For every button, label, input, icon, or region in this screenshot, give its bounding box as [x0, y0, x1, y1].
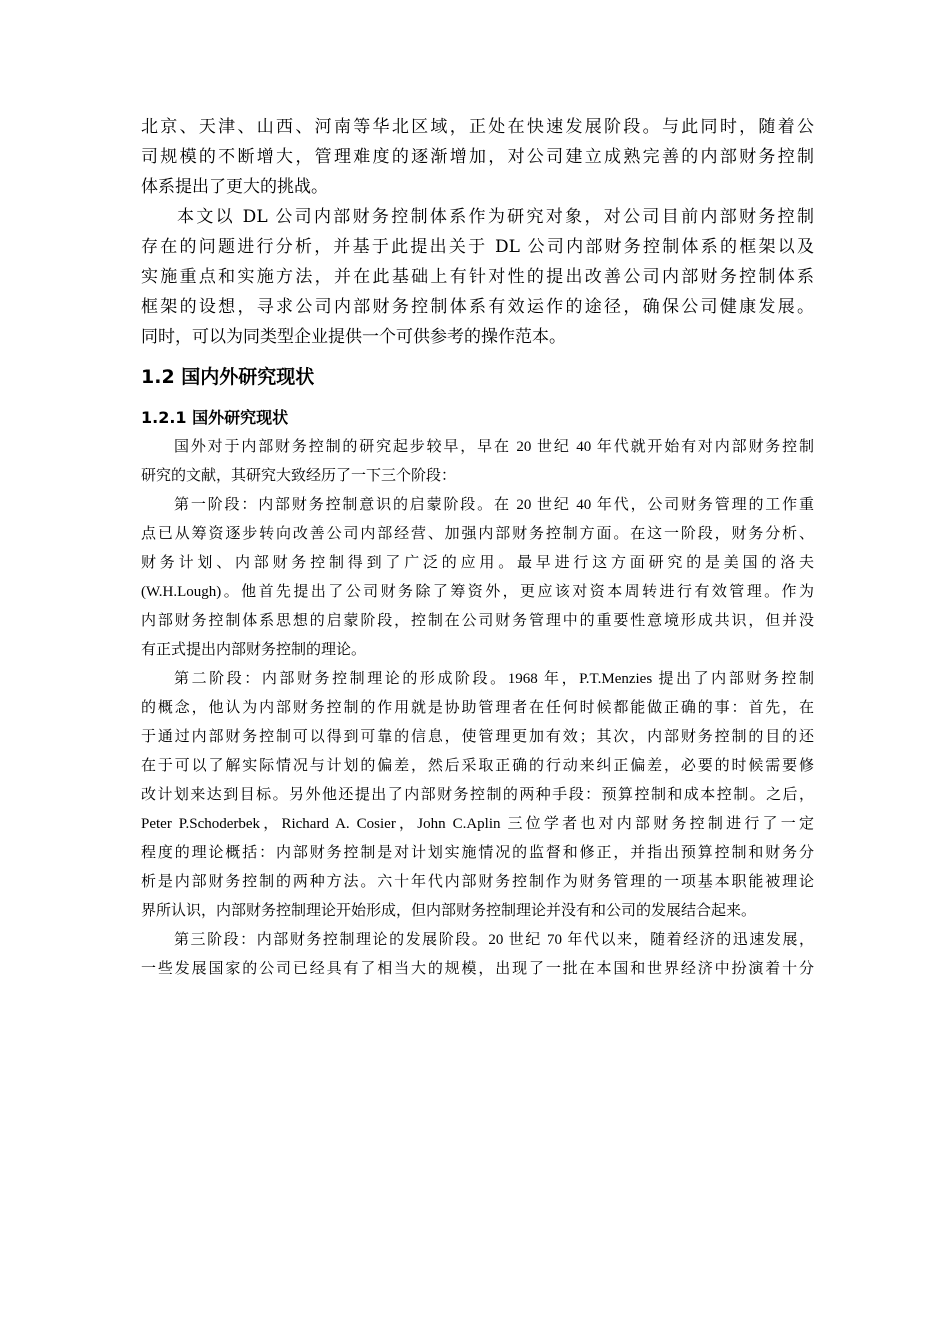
text-line: 一些发展国家的公司已经具有了相当大的规模，出现了一批在本国和世界经济中扮演着十分	[141, 961, 814, 977]
text-line: 内部财务控制体系思想的启蒙阶段，控制在公司财务管理中的重要性意境形成共识，但并没	[141, 613, 814, 629]
text-line: 存在的问题进行分析，并基于此提出关于 DL 公司内部财务控制体系的框架以及	[141, 237, 814, 257]
text-line: Peter P.Schoderbek，Richard A. Cosier，John C.Aplin 三位学者也对内部财务控制进行了一定	[141, 816, 814, 832]
text-line: 第三阶段：内部财务控制理论的发展阶段。20 世纪 70 年代以来，随着经济的迅速发展，	[174, 932, 814, 948]
text-line: 第二阶段：内部财务控制理论的形成阶段。1968 年，P.T.Menzies 提出了内部财务控制	[174, 671, 814, 687]
text-line: 财务计划、内部财务控制得到了广泛的应用。最早进行这方面研究的是美国的洛夫	[141, 555, 814, 571]
text-line: 本文以 DL 公司内部财务控制体系作为研究对象，对公司目前内部财务控制	[177, 207, 814, 227]
text-line: 有正式提出内部财务控制的理论。	[141, 642, 367, 658]
stage-3-paragraph	[141, 926, 814, 984]
text-line: 同时，可以为同类型企业提供一个可供参考的操作范本。	[141, 327, 566, 347]
text-line: 析是内部财务控制的两种方法。六十年代内部财务控制作为财务管理的一项基本职能被理论	[141, 874, 814, 890]
text-line: (W.H.Lough)。他首先提出了公司财务除了筹资外，更应该对资本周转进行有效管理。作为	[141, 584, 814, 600]
document-page	[141, 112, 814, 984]
text-line: 改计划来达到目标。另外他还提出了内部财务控制的两种手段：预算控制和成本控制。之后，	[141, 787, 814, 803]
text-line: 程度的理论概括：内部财务控制是对计划实施情况的监督和修正，并指出预算控制和财务分	[141, 845, 814, 861]
text-line: 北京、天津、山西、河南等华北区域，正处在快速发展阶段。与此同时，随着公	[141, 117, 814, 137]
text-line: 第一阶段：内部财务控制意识的启蒙阶段。在 20 世纪 40 年代，公司财务管理的工作重	[174, 497, 814, 513]
overview-paragraph	[141, 433, 814, 491]
text-line: 国外对于内部财务控制的研究起步较早，早在 20 世纪 40 年代就开始有对内部财务控制	[174, 439, 814, 455]
text-line: 在于可以了解实际情况与计划的偏差，然后采取正确的行动来纠正偏差，必要的时候需要修	[141, 758, 814, 774]
text-line: 于通过内部财务控制可以得到可靠的信息，使管理更加有效；其次，内部财务控制的目的还	[141, 729, 814, 745]
section-heading: 1.2 国内外研究现状	[141, 366, 315, 388]
stage-1-paragraph	[141, 491, 814, 665]
text-line: 司规模的不断增大，管理难度的逐渐增加，对公司建立成熟完善的内部财务控制	[141, 147, 814, 167]
intro-paragraph-2	[141, 202, 814, 352]
subsection-heading: 1.2.1 国外研究现状	[141, 408, 289, 427]
text-line: 点已从筹资逐步转向改善公司内部经营、加强内部财务控制方面。在这一阶段，财务分析、	[141, 526, 814, 542]
text-line: 研究的文献，其研究大致经历了一下三个阶段：	[141, 468, 457, 484]
stage-2-paragraph	[141, 665, 814, 926]
text-line: 界所认识，内部财务控制理论开始形成，但内部财务控制理论并没有和公司的发展结合起来。	[141, 903, 757, 919]
text-line: 的概念，他认为内部财务控制的作用就是协助管理者在任何时候都能做正确的事：首先，在	[141, 700, 814, 716]
text-line: 框架的设想，寻求公司内部财务控制体系有效运作的途径，确保公司健康发展。	[141, 297, 814, 317]
text-line: 实施重点和实施方法，并在此基础上有针对性的提出改善公司内部财务控制体系	[141, 267, 814, 287]
intro-paragraph-1	[141, 112, 814, 202]
text-line: 体系提出了更大的挑战。	[141, 177, 328, 197]
